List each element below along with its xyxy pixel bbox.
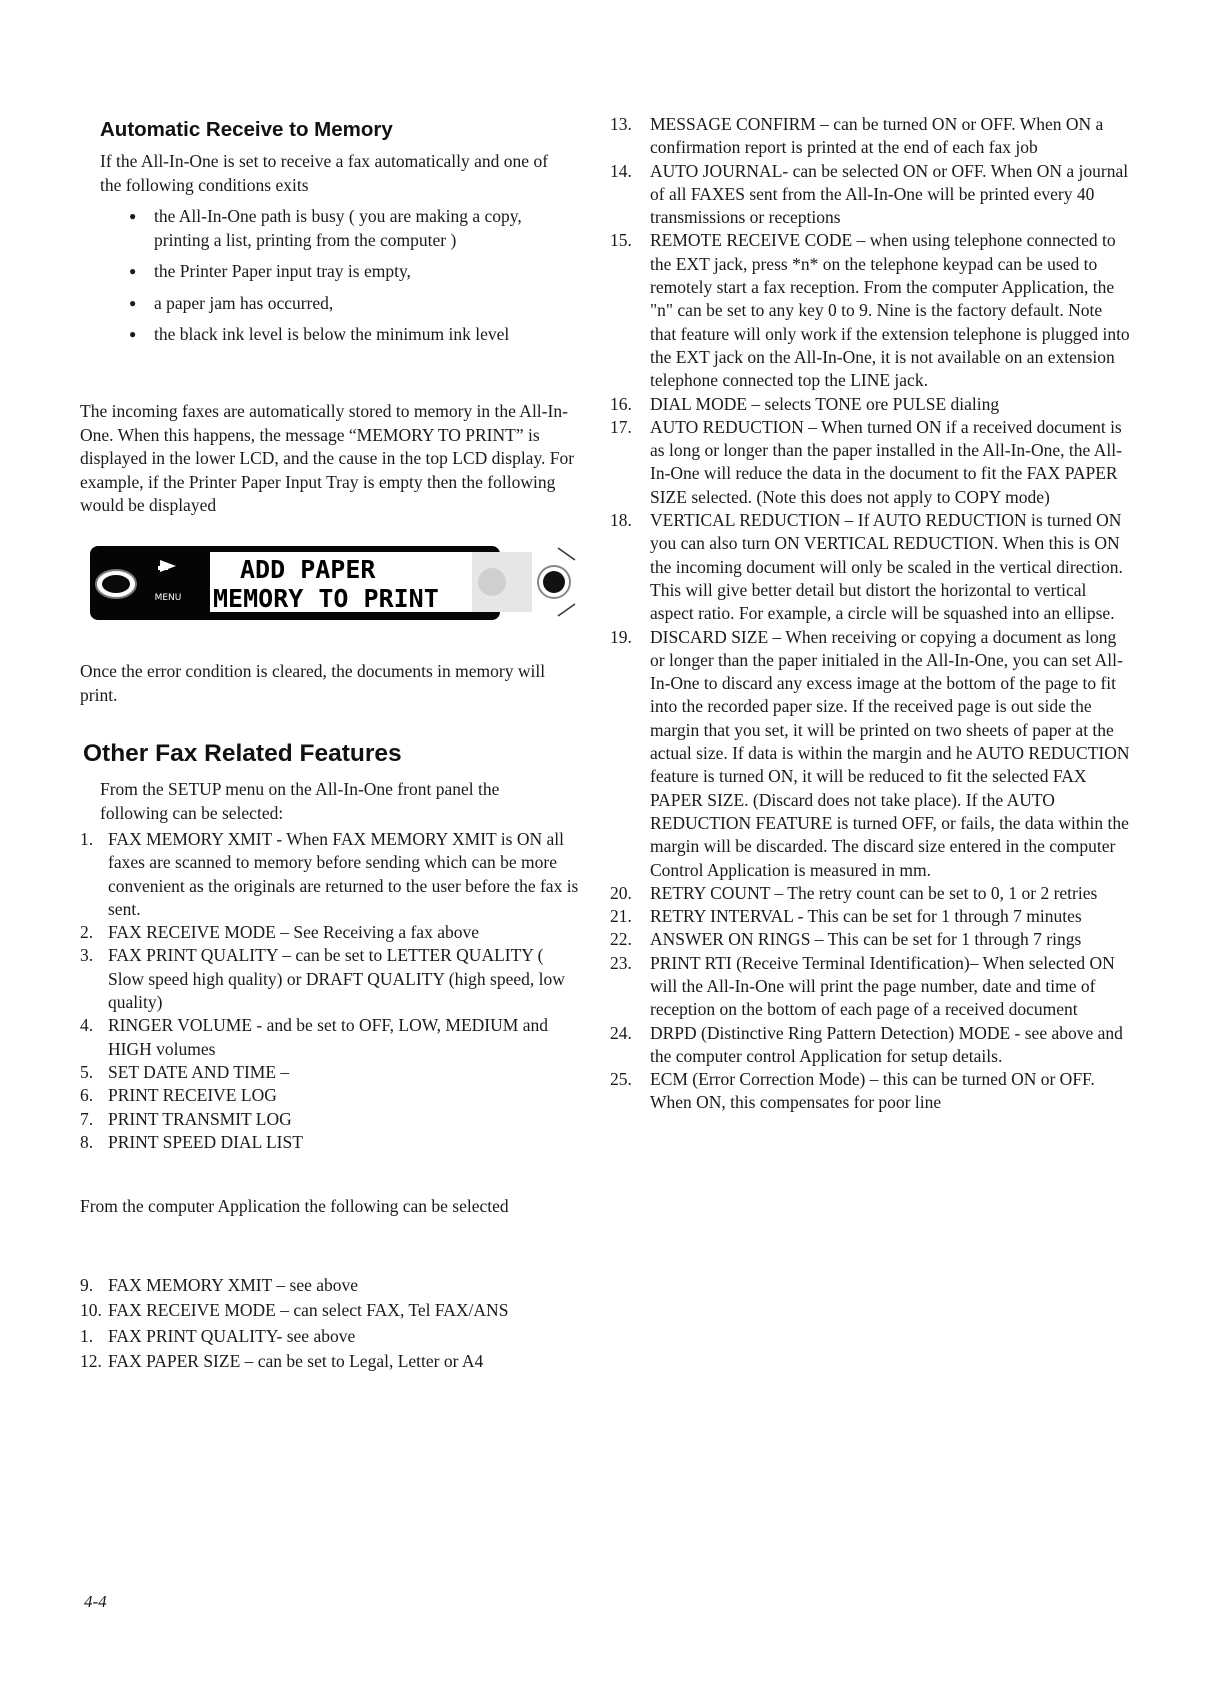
list-item: 19. DISCARD SIZE – When receiving or copying a document as long or longer than the paper initialed in the All-In-One, you can set All-In-One to discard any excess image at the bottom of the page to fit into the recorded paper size. If the received page is out side the margin that you set, it will be printed on two sheets of paper at the actual size. If data is within the margin and he AUTO REDUCTION feature is turned ON, it will be reduced to fit the selected FAX PAPER SIZE. (Discard does not take place). If the AUTO REDUCTION FEATURE is turned OFF, or fails, the data within the margin will be discarded. The discard size entered in the computer Control Application is measured in mm. <box>610 626 1130 880</box>
list-item: 2. FAX RECEIVE MODE – See Receiving a fax above <box>80 922 479 943</box>
list-item: ● the Printer Paper input tray is empty, <box>129 260 579 284</box>
lcd-line1: ADD PAPER <box>240 555 376 584</box>
list-item: 24. DRPD (Distinctive Ring Pattern Detection) MODE - see above and the computer control Application for setup details. <box>610 1022 1123 1066</box>
list-item: 5. SET DATE AND TIME – <box>80 1061 290 1082</box>
list-item: 15. REMOTE RECEIVE CODE – when using telephone connected to the EXT jack, press *n* on the telephone keypad can be used to remotely start a fax reception. From the computer Application, the "n" can be set to any key 0 to 9. Nine is the factory default. Note that feature will only work if the extension telephone is plugged into the EXT jack on the All-In-One, it is not available on an extension telephone connected top the LINE jack. <box>610 230 1130 391</box>
list-item: 12. FAX PAPER SIZE – can be set to Legal, Letter or A4 <box>80 1350 484 1371</box>
list-item: 4. RINGER VOLUME - and be set to OFF, LOW, MEDIUM and HIGH volumes <box>80 1015 548 1059</box>
lcd-display-illustration <box>80 542 585 622</box>
lcd-line2: MEMORY TO PRINT <box>213 584 439 613</box>
list-item: 7. PRINT TRANSMIT LOG <box>80 1108 292 1129</box>
setup-items-list <box>80 828 580 1154</box>
list-item: 8. PRINT SPEED DIAL LIST <box>80 1131 303 1152</box>
list-item: 3. FAX PRINT QUALITY – can be set to LETTER QUALITY ( Slow speed high quality) or DRAFT QUALITY (high speed, low quality) <box>80 945 565 1013</box>
list-item: 1. FAX PRINT QUALITY- see above <box>80 1325 356 1346</box>
list-item: 1. FAX MEMORY XMIT - When FAX MEMORY XMIT is ON all faxes are scanned to memory before sending which can be more convenient as the originals are returned to the user before the fax is sent. <box>80 829 579 919</box>
list-item: ● the All-In-One path is busy ( you are making a copy, printing a list, printing from the computer ) <box>129 205 579 252</box>
list-item: 17. AUTO REDUCTION – When turned ON if a received document is as long or longer than the paper installed in the All-In-One, the All-In-One will reduce the data in the document to fit the FAX PAPER SIZE selected. (Note this does not apply to COPY mode) <box>610 416 1122 507</box>
page-number: 4-4 <box>84 1592 107 1611</box>
menu-label: MENU <box>154 593 182 603</box>
list-item: 6. PRINT RECEIVE LOG <box>80 1085 277 1106</box>
list-item: 21. RETRY INTERVAL - This can be set for 1 through 7 minutes <box>610 906 1082 927</box>
section-title-other-fax: Other Fax Related Features <box>83 740 402 767</box>
list-item: 18. VERTICAL REDUCTION – If AUTO REDUCTION is turned ON you can also turn ON VERTICAL REDUCTION. When this is ON the incoming document will only be scaled in the vertical direction. This will give better detail but distort the horizontal to vertical aspect ratio. For example, a circle will be squashed into an ellipse. <box>610 510 1123 624</box>
computer-items-list <box>80 1274 580 1375</box>
auto-receive-paragraph: The incoming faxes are automatically stored to memory in the All-In-One. When this happens, the message “MEMORY TO PRINT” is displayed in the lower LCD, and the cause in the top LCD display. For example, if the Printer Paper Input Tray is empty then the following would be displayed <box>80 401 575 515</box>
lcd-frame-graphic <box>80 542 585 622</box>
list-item: 25. ECM (Error Correction Mode) – this can be turned ON or OFF. When ON, this compensates for poor line <box>610 1069 1095 1113</box>
computer-intro: From the computer Application the following can be selected <box>80 1196 509 1216</box>
setup-intro: From the SETUP menu on the All-In-One front panel the following can be selected: <box>100 779 500 823</box>
list-item: 22. ANSWER ON RINGS – This can be set for 1 through 7 rings <box>610 929 1082 950</box>
auto-receive-after: Once the error condition is cleared, the documents in memory will print. <box>80 661 546 705</box>
list-item: 16. DIAL MODE – selects TONE ore PULSE dialing <box>610 393 1000 414</box>
list-item: ● a paper jam has occurred, <box>129 292 579 316</box>
section-title-auto-receive: Automatic Receive to Memory <box>100 118 393 141</box>
list-item: 23. PRINT RTI (Receive Terminal Identification)– When selected ON will the All-In-One will print the page number, date and time of reception on the bottom of each page of a received document <box>610 952 1115 1020</box>
list-item: 9. FAX MEMORY XMIT – see above <box>80 1275 359 1295</box>
list-item: 13. MESSAGE CONFIRM – can be turned ON or OFF. When ON a confirmation report is printed at the end of each fax job <box>610 114 1104 158</box>
auto-receive-intro: If the All-In-One is set to receive a fax automatically and one of the following conditions exits <box>100 151 549 195</box>
list-item: 10. FAX RECEIVE MODE – can select FAX, Tel FAX/ANS <box>80 1300 509 1321</box>
list-item: 14. AUTO JOURNAL- can be selected ON or OFF. When ON a journal of all FAXES sent from the All-In-One will be printed every 40 transmissions or receptions <box>610 160 1129 228</box>
conditions-list <box>129 205 579 355</box>
list-item: ● the black ink level is below the minimum ink level <box>129 323 579 347</box>
feature-items-list <box>610 113 1130 1115</box>
list-item: 20. RETRY COUNT – The retry count can be set to 0, 1 or 2 retries <box>610 882 1098 903</box>
